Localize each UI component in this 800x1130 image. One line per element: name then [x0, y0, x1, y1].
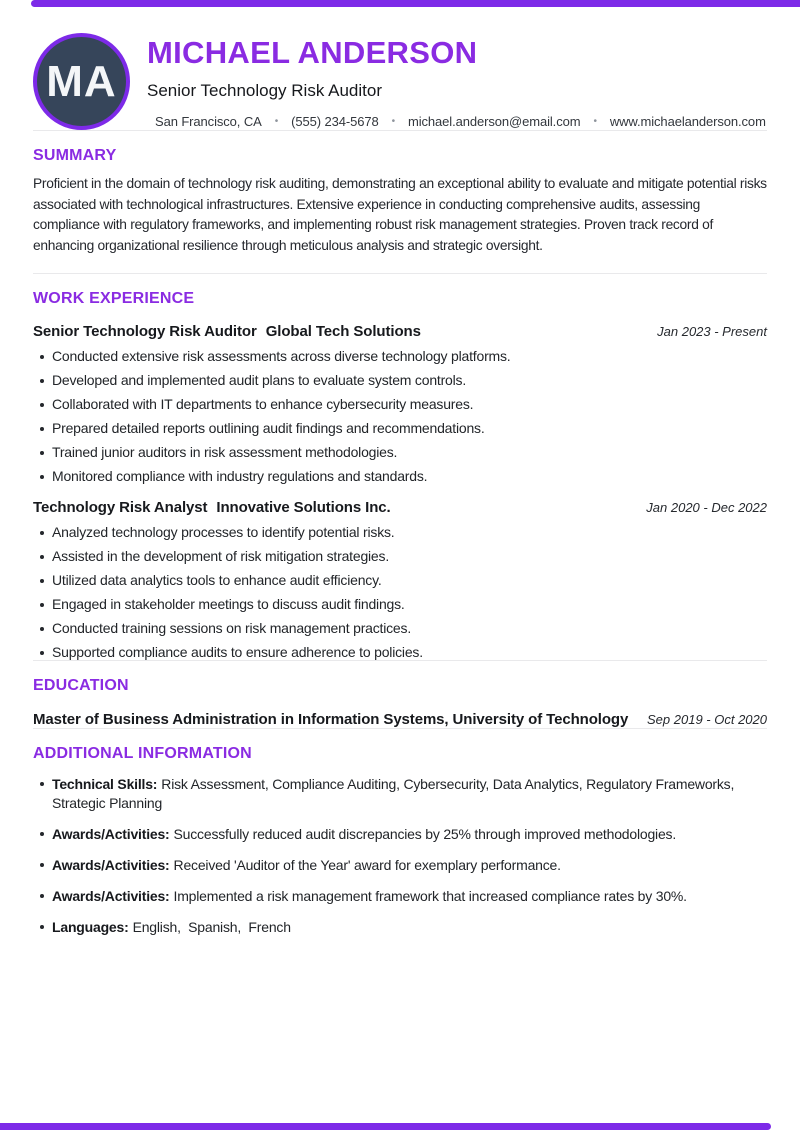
additional-item-text: Successfully reduced audit discrepancies by 25% through improved methodologies. [173, 825, 677, 842]
avatar [33, 33, 130, 130]
contact-website: www.michaelanderson.com [609, 114, 766, 130]
job-bullet: Monitored compliance with industry regulations and standards. [33, 469, 767, 484]
job-title: Senior Technology Risk Auditor [33, 323, 257, 341]
avatar-initials: MA [46, 56, 117, 106]
summary-heading: SUMMARY [33, 147, 117, 164]
job-header [33, 499, 767, 516]
job-title: Technology Risk Analyst [33, 499, 208, 517]
additional-item-list [33, 775, 767, 937]
job-bullet: Supported compliance audits to ensure adherence to policies. [33, 645, 767, 660]
job-bullet: Collaborated with IT departments to enhance cybersecurity measures. [33, 397, 767, 412]
job-bullet: Utilized data analytics tools to enhance audit efficiency. [33, 573, 767, 588]
work-experience-section [33, 274, 767, 660]
job-bullet: Developed and implemented audit plans to evaluate system controls. [33, 373, 767, 388]
contact-email: michael.anderson@email.com [408, 114, 581, 130]
job-dates: Jan 2020 - Dec 2022 [646, 500, 767, 516]
additional-item-text: English, Spanish, French [132, 918, 291, 935]
job-dates: Jan 2023 - Present [657, 324, 767, 340]
job-bullet-list [33, 349, 767, 484]
additional-item-label: Languages: [52, 918, 129, 935]
dot-separator: • [274, 115, 279, 127]
contact-location: San Francisco, CA [155, 114, 262, 130]
additional-item-text: Risk Assessment, Compliance Auditing, Cybersecurity, Data Analytics, Regulatory Frameworks, Strategic Planning [52, 775, 738, 811]
job-title-line [33, 499, 391, 516]
education-dates: Sep 2019 - Oct 2020 [647, 711, 767, 727]
resume-header [33, 0, 767, 130]
job-entry [33, 499, 767, 660]
job-header [33, 323, 767, 340]
additional-item [33, 825, 767, 844]
education-entry [33, 711, 767, 728]
additional-item-text: Implemented a risk management framework that increased compliance rates by 30%. [173, 887, 687, 904]
additional-item [33, 918, 767, 937]
education-section [33, 661, 767, 727]
job-company: Innovative Solutions Inc. [216, 499, 391, 517]
person-name: MICHAEL ANDERSON [147, 35, 478, 70]
job-entry [33, 323, 767, 484]
additional-item [33, 856, 767, 875]
header-info [147, 33, 766, 130]
additional-item [33, 775, 767, 813]
job-bullet: Analyzed technology processes to identify potential risks. [33, 525, 767, 540]
additional-item [33, 887, 767, 906]
additional-information-section [33, 729, 767, 937]
additional-item-label: Awards/Activities: [52, 856, 170, 873]
additional-information-heading: ADDITIONAL INFORMATION [33, 744, 252, 762]
job-bullet: Assisted in the development of risk mitigation strategies. [33, 549, 767, 564]
dot-separator: • [391, 115, 395, 127]
education-heading: EDUCATION [33, 677, 129, 695]
person-job-title: Senior Technology Risk Auditor [147, 80, 382, 100]
additional-item-label: Technical Skills: [52, 775, 158, 792]
additional-item-label: Awards/Activities: [52, 887, 170, 904]
contact-phone: (555) 234-5678 [291, 114, 379, 130]
summary-section [33, 131, 767, 256]
additional-item-text: Received 'Auditor of the Year' award for exemplary performance. [173, 856, 561, 873]
job-title-line [33, 323, 421, 340]
contact-bar [147, 114, 766, 129]
degree-title: Master of Business Administration in Information Systems, University of Technology [33, 710, 629, 728]
job-bullet: Prepared detailed reports outlining audit findings and recommendations. [33, 421, 767, 436]
top-accent-bar [31, 0, 800, 7]
bottom-accent-bar [0, 1123, 771, 1130]
dot-separator: • [593, 115, 597, 127]
additional-item-label: Awards/Activities: [52, 825, 170, 842]
job-bullet: Conducted training sessions on risk management practices. [33, 621, 767, 636]
summary-text: Proficient in the domain of technology risk auditing, demonstrating an exceptional ability to evaluate and mitigate potential risks associated with technological infrastructures. Extensive experience in conducting comprehensive audits, assessing compliance with regulatory frameworks, and implementing robust risk management strategies. Proven track record of enhancing organizational resilience through meticulous analysis and strategic oversight. [33, 176, 767, 253]
job-company: Global Tech Solutions [265, 323, 421, 341]
job-bullet: Trained junior auditors in risk assessment methodologies. [33, 445, 767, 460]
job-bullet: Engaged in stakeholder meetings to discuss audit findings. [33, 597, 767, 612]
job-bullet-list [33, 525, 767, 660]
job-bullet: Conducted extensive risk assessments across diverse technology platforms. [33, 349, 767, 364]
work-experience-heading: WORK EXPERIENCE [33, 290, 195, 308]
